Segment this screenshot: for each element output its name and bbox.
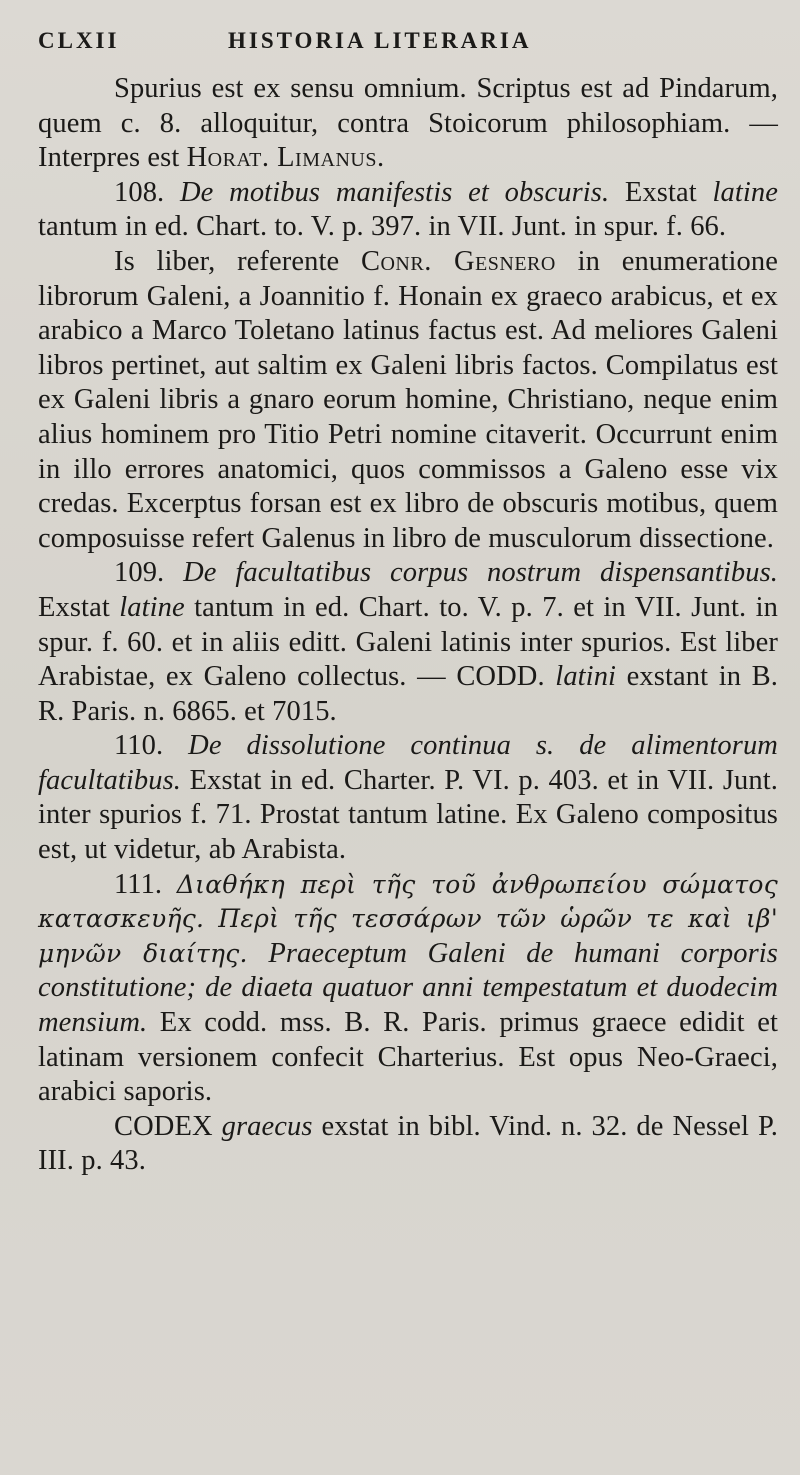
gesner-name: Conr. Gesnero [360,245,556,277]
entry-109 [38,556,778,729]
entry-108-italic: latine [712,176,778,208]
entry-109-text-1: Exstat [38,591,120,623]
interpreter-name: Horat. Limanus [186,142,377,174]
entry-110-text-1: Exstat in ed. Charter. P. VI. p. 403. et in VII. Junt. inter spurios f. 71. Prostat tantum latine. Ex Galeno compositus est, ut videtur, ab Arabista. [38,764,778,866]
entry-108-text-1: Exstat [609,176,713,208]
page-body [38,72,778,1179]
intro-text-2: . [376,142,385,174]
intro-paragraph [38,72,778,176]
codex-text-2: exstat in bibl. Vind. n. 32. de Nessel P. III. p. 43. [38,1110,779,1177]
running-title: HISTORIA LITERARIA [228,28,532,53]
intro-text-1: Spurius est ex sensu omnium. Scriptus est ad Pindarum, quem c. 8. alloquitur, contra Stoicorum philosophiam. — Interpres est [38,73,778,174]
entry-111-number: 111. [114,868,177,900]
entry-111-latin-title: Praeceptum Galeni de humani corporis constitutione; de diaeta quatuor anni tempestatum et duodecim mensium. [38,937,778,1039]
entry-109-italic-1: latine [119,591,185,623]
entry-110 [38,729,778,867]
entry-109-title: De facultatibus corpus nostrum dispensantibus. [183,557,779,589]
codex-note [38,1110,778,1179]
entry-108-commentary [38,245,778,556]
folio-number: CLXII [38,28,120,53]
entry-110-title: De dissolutione continua s. de alimentorum facultatibus. [38,730,778,796]
entry-108-number: 108. [114,176,180,208]
entry-108-text-2: tantum in ed. Chart. to. V. p. 397. in VII. Junt. in spur. f. 66. [38,211,727,243]
entry-109-text-2: tantum in ed. Chart. to. V. p. 7. et in VII. Junt. in spur. f. 60. et in aliis editt. Galeni latinis inter spurios. Est liber Arabistae, ex Galeno collectus. — CODD. [38,591,778,693]
commentary-text-1: Is liber, referente [114,245,361,277]
commentary-text-2: in enumeratione librorum Galeni, a Joannitio f. Honain ex graeco arabicus, et ex arabico a Marco Toletano latinus factus est. Ad meliores Galeni libros pertinet, aut saltim ex Galeni libris factos. Compilatus est ex Galeni libris a gnaro eorum homine, Christiano, neque enim alius hominem pro Titio Petri nomine citaverit. Occurrunt enim in illo errores anatomici, quos commissos a Galeno esse vix credas. Excerptus forsan est ex libro de obscuris motibus, quem composuisse refert Galenus in libro de musculorum dissectione. [38,245,778,554]
entry-111-text-1: Ex codd. mss. B. R. Paris. primus graece edidit et latinam versionem confecit Charterius. Est opus Neo-Graeci, arabici saporis. [38,1007,778,1108]
entry-109-italic-2: latini [555,661,617,693]
entry-110-number: 110. [114,730,189,762]
entry-111 [38,868,778,1110]
entry-109-number: 109. [114,557,184,589]
codex-italic: graecus [221,1110,313,1142]
page-header [38,28,778,62]
entry-108 [38,176,778,245]
codex-text-1: CODEX [114,1110,222,1142]
entry-108-title: De motibus manifestis et obscuris. [180,176,610,208]
entry-111-greek-title: Διαθήκη περὶ τῆς τοῦ ἀνθρωπείου σώματος κατασκευῆς. Περὶ τῆς τεσσάρων τῶν ὡρῶν τε καὶ ιβ' μηνῶν διαίτης. [38,869,778,968]
entry-109-text-3: exstant in B. R. Paris. n. 6865. et 7015. [38,661,778,727]
